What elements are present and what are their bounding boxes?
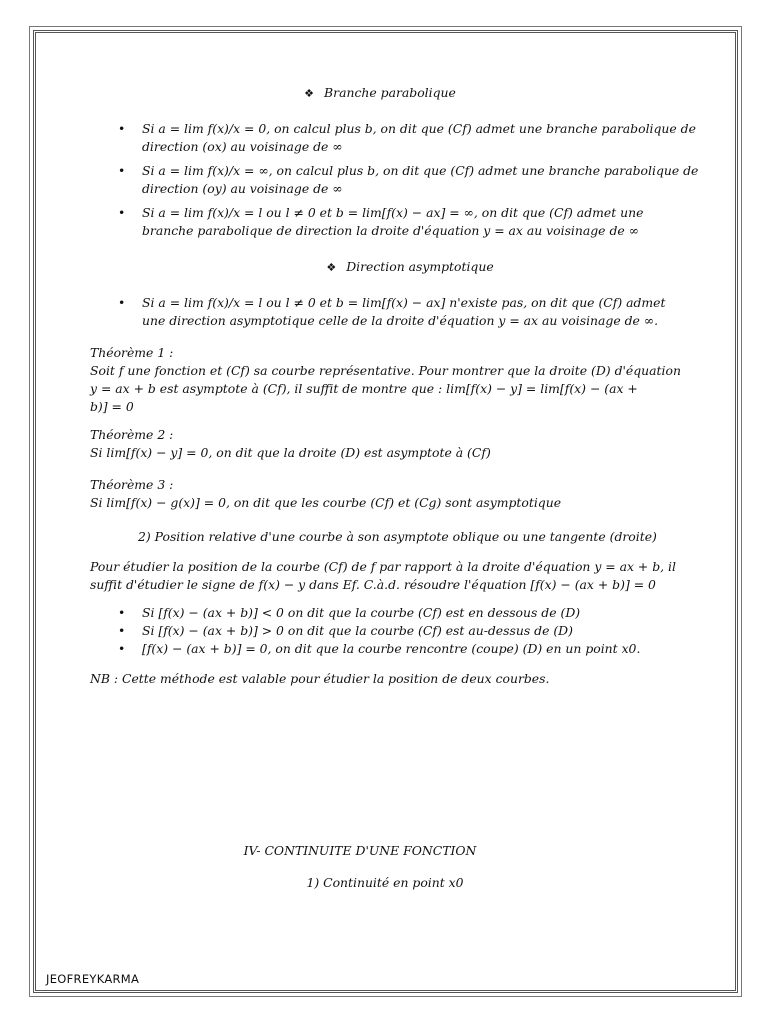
bullet-dot-icon: • — [118, 121, 126, 136]
bullet-dot-icon: • — [118, 163, 126, 178]
theoreme-3: Théorème 3 : Si lim[f(x) − g(x)] = 0, on dit que les courbe (Cf) et (Cg) sont asymptotique — [90, 477, 562, 510]
position-relative-bullets — [90, 604, 670, 658]
bullet-dot-icon: • — [118, 205, 126, 220]
theoreme-2: Théorème 2 : Si lim[f(x) − y] = 0, on dit que la droite (D) est asymptote à (Cf) — [90, 427, 491, 460]
footer-author: JEOFREYKARMA — [46, 972, 140, 986]
list-item: • Si [f(x) − (ax + b)] < 0 on dit que la courbe (Cf) est en dessous de (D) — [118, 605, 581, 620]
heading-branche-parabolique: ❖ Branche parabolique — [304, 85, 456, 100]
list-item: • Si [f(x) − (ax + b)] > 0 on dit que la courbe (Cf) est au-dessus de (D) — [118, 623, 573, 638]
heading-direction-asymptotique: ❖ Direction asymptotique — [326, 259, 494, 274]
subheading-continuite-point: 1) Continuité en point x0 — [306, 875, 464, 890]
nb-note: NB : Cette méthode est valable pour étudier la position de deux courbes. — [90, 671, 550, 686]
heading-continuite: IV- CONTINUITE D'UNE FONCTION — [243, 843, 477, 858]
theoreme-1: Théorème 1 : Soit f une fonction et (Cf) sa courbe représentative. Pour montrer que la droite (D) d'équation y = ax + b est asymptote à (Cf), il suffit de montre que : lim[f(x) − y] = lim[f(x) − (ax + b)] = 0 — [90, 345, 681, 414]
bullet-item: • Si a = lim f(x)/x = l ou l ≠ 0 et b = lim[f(x) − ax] = ∞, on dit que (Cf) admet une branche parabolique de direction la droite d'équation y = ax au voisinage de ∞ — [118, 205, 644, 238]
bullet-dot-icon: • — [118, 295, 126, 310]
bullet-item: • Si a = lim f(x)/x = 0, on calcul plus b, on dit que (Cf) admet une branche parabolique de direction (ox) au voisinage de ∞ — [118, 121, 696, 154]
position-relative-intro: Pour étudier la position de la courbe (Cf) de f par rapport à la droite d'équation y = ax + b, il suffit d'étudier le signe de f(x) − y dans Ef. C.à.d. résoudre l'équation [f(x) − (ax + b)] = 0 — [90, 559, 676, 592]
bullet-item: • Si a = lim f(x)/x = ∞, on calcul plus b, on dit que (Cf) admet une branche parabolique de direction (oy) au voisinage de ∞ — [118, 163, 699, 196]
bullet-dot-icon: • — [118, 641, 126, 656]
diamond-bullet-icon: ❖ — [304, 87, 315, 100]
bullet-dot-icon: • — [118, 623, 126, 638]
bullet-dot-icon: • — [118, 605, 126, 620]
list-item: • [f(x) − (ax + b)] = 0, on dit que la courbe rencontre (coupe) (D) en un point x0. — [118, 641, 641, 656]
diamond-bullet-icon: ❖ — [326, 261, 337, 274]
bullet-item: • Si a = lim f(x)/x = l ou l ≠ 0 et b = lim[f(x) − ax] n'existe pas, on dit que (Cf) admet une direction asymptotique celle de la droite d'équation y = ax au voisinage de ∞. — [118, 295, 666, 328]
heading-position-relative: 2) Position relative d'une courbe à son asymptote oblique ou une tangente (droite) — [138, 529, 657, 544]
